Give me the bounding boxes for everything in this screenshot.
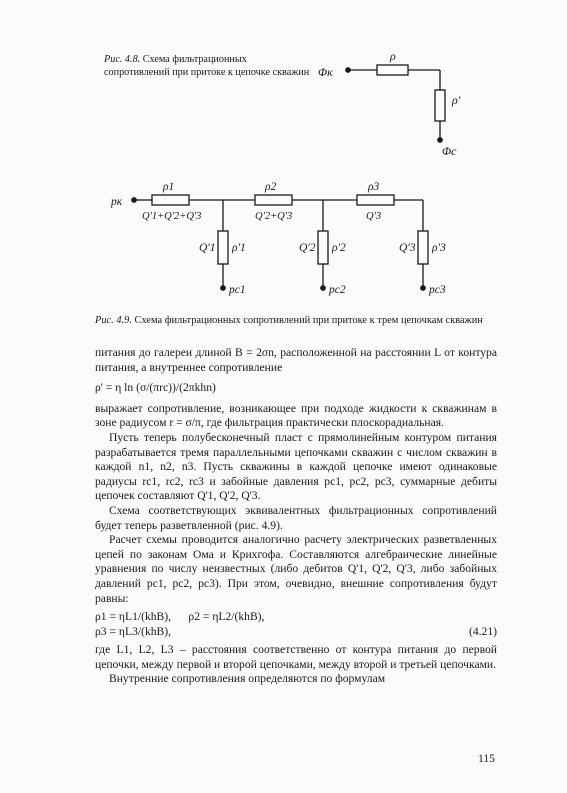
circuit-diagrams xyxy=(0,0,567,320)
equation-number: (4.21) xyxy=(468,624,497,638)
figure-4-8-diagram xyxy=(318,49,461,158)
label-pc2: pc2 xyxy=(329,284,346,296)
equation-rho3: ρ3 = ηL3/(khB), xyxy=(95,624,172,638)
resistor-rho3 xyxy=(357,195,394,205)
resistor-rho2 xyxy=(255,195,292,205)
page-number: 115 xyxy=(478,752,495,765)
paragraph: Расчет схемы проводится аналогично расчету электрических разветвленных цепей по законам Ома и Крихгофа. Составляются алгебраические линейные уравнения по числу неизвестных (либо дебитов Q'1, Q'2, Q'3, либо забойных давлений pc1, pc2, pc3). При этом, очевидно, внешние сопротивления будут равны: xyxy=(95,533,497,605)
resistor-rho xyxy=(377,65,408,75)
resistor-rho-prime3 xyxy=(418,231,428,264)
node-pc1 xyxy=(221,286,225,290)
label-phi-k: Φк xyxy=(318,65,333,79)
figure-4-9-diagram xyxy=(110,181,446,296)
paragraph: где L1, L2, L3 – расстояния соответственно от контура питания до первой цепочки, между первой и второй цепочками, между второй и третьей цепочками. xyxy=(95,643,497,671)
label-rho-prime: ρ' xyxy=(452,93,461,107)
label-q3: Q'3 xyxy=(399,242,416,254)
figure-4-8-text: Схема фильтрационных сопротивлений при притоке к цепочке скважин xyxy=(104,54,310,78)
equation-line-2 xyxy=(95,625,497,640)
label-rho1: ρ1 xyxy=(163,181,175,193)
resistor-rho1 xyxy=(152,195,189,205)
node-pc2 xyxy=(321,286,325,290)
resistor-rho-prime1 xyxy=(218,231,228,264)
paragraph: Пусть теперь полубесконечный пласт с прямолинейным контуром питания разрабатывается тремя параллельными цепочками скважин с числом скважин в каждой n1, n2, n3. Пусть скважины в каждой цепочке имеют одинаковые радиусы rc1, rc2, rc3 и забойные давления pc1, pc2, pc3, суммарные дебиты цепочек составляют Q'1, Q'2, Q'3. xyxy=(95,430,497,503)
label-rho: ρ xyxy=(390,49,396,63)
label-rho-prime1: ρ'1 xyxy=(232,242,246,254)
label-flow3: Q'3 xyxy=(366,211,382,222)
node-pc3 xyxy=(421,286,425,290)
label-phi-c: Φc xyxy=(442,144,457,158)
resistor-rho-prime2 xyxy=(318,231,328,264)
paragraph: выражает сопротивление, возникающее при подходе жидкости к скважинам в зоне радиусом r = σ/π, где фильтрация практически плоскорадиальная. xyxy=(95,401,497,430)
figure-4-9-text: Схема фильтрационных сопротивлений при притоке к трем цепочкам скважин xyxy=(134,315,483,326)
label-pc3: pc3 xyxy=(429,284,446,296)
node-phi-k xyxy=(346,68,350,72)
node-p-k xyxy=(132,198,136,202)
label-pc1: pc1 xyxy=(229,284,246,296)
paragraph: Схема соответствующих эквивалентных фильтрационных сопротивлений будет теперь разветвленной (рис. 4.9). xyxy=(95,503,497,532)
label-rho3: ρ3 xyxy=(368,181,380,193)
label-flow2: Q'2+Q'3 xyxy=(255,211,293,222)
equation-line-1 xyxy=(95,610,497,625)
figure-4-9-caption xyxy=(95,315,497,328)
label-rho2: ρ2 xyxy=(265,181,277,193)
body-text xyxy=(95,346,497,687)
formula-rho-prime: ρ' = η ln (σ/(πrc))/(2πkhn) xyxy=(95,381,216,395)
label-rho-prime2: ρ'2 xyxy=(332,242,346,254)
label-q2: Q'2 xyxy=(299,242,316,254)
figure-4-9-label: Рис. 4.9. xyxy=(95,315,132,326)
node-phi-c xyxy=(438,138,442,142)
paragraph: питания до галереи длиной B = 2σn, расположенной на расстоянии L от контура питания, а внутреннее сопротивление xyxy=(95,346,497,374)
label-flow1: Q'1+Q'2+Q'3 xyxy=(142,211,202,222)
paragraph: Внутренние сопротивления определяются по формулам xyxy=(109,672,386,686)
label-q1: Q'1 xyxy=(199,242,216,254)
figure-4-8-label: Рис. 4.8. xyxy=(104,54,141,65)
label-rho-prime3: ρ'3 xyxy=(432,242,446,254)
equation-rho1-rho2: ρ1 = ηL1/(khB), ρ2 = ηL2/(khB), xyxy=(95,610,265,624)
label-p-k: pк xyxy=(111,196,123,208)
resistor-rho-prime xyxy=(435,90,445,121)
